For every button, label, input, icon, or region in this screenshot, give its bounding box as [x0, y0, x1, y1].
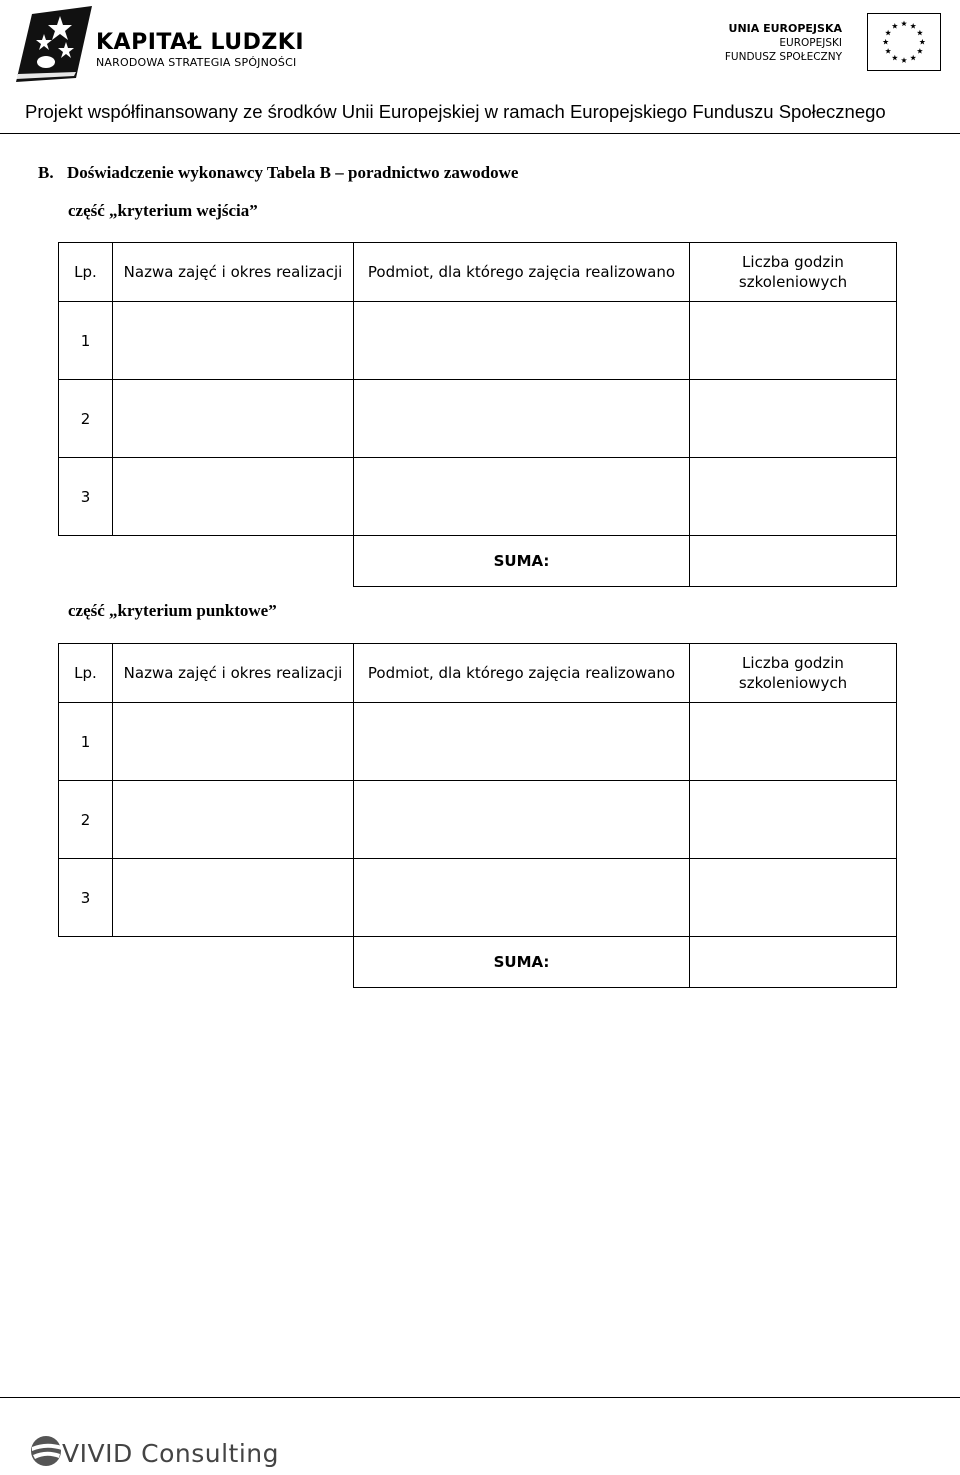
eu-flag-icon — [867, 13, 941, 71]
cell-name-period[interactable] — [113, 302, 354, 380]
eu-line-3: FUNDUSZ SPOŁECZNY — [724, 51, 842, 63]
eu-star — [910, 55, 916, 61]
cell-hours[interactable] — [690, 859, 897, 937]
section-title-text: Doświadczenie wykonawcy Tabela B – poradnictwo zawodowe — [67, 163, 519, 182]
row-number: 3 — [59, 458, 113, 536]
table-header-row — [59, 243, 897, 302]
sum-value-cell[interactable] — [690, 536, 897, 587]
kapital-ludzki-title: KAPITAŁ LUDZKI — [96, 30, 305, 55]
table-row — [59, 859, 897, 937]
part-title-points: część „kryterium punktowe” — [68, 601, 277, 620]
page-header — [0, 0, 960, 130]
header-divider — [0, 133, 960, 134]
vivid-consulting-brand: VIVID Consulting — [62, 1439, 280, 1468]
cell-name-period[interactable] — [113, 380, 354, 458]
header-lp: Lp. — [59, 243, 113, 302]
cell-client[interactable] — [354, 859, 690, 937]
cell-client[interactable] — [354, 781, 690, 859]
cell-hours[interactable] — [690, 703, 897, 781]
header-name-period: Nazwa zajęć i okres realizacji — [113, 243, 354, 302]
sum-label: SUMA: — [354, 536, 690, 587]
table-row — [59, 703, 897, 781]
cell-hours[interactable] — [690, 302, 897, 380]
eu-star — [910, 23, 916, 29]
cell-name-period[interactable] — [113, 781, 354, 859]
header-client: Podmiot, dla którego zajęcia realizowano — [354, 644, 690, 703]
part-title-entry: część „kryterium wejścia” — [68, 201, 258, 220]
sum-spacer — [113, 536, 354, 587]
cell-hours[interactable] — [690, 458, 897, 536]
table-header-row — [59, 644, 897, 703]
header-lp: Lp. — [59, 644, 113, 703]
table-row — [59, 380, 897, 458]
eu-logo-text — [725, 22, 842, 64]
project-funding-text: Projekt współfinansowany ze środków Unii Europejskiej w ramach Europejskiego Funduszu Społecznego — [25, 101, 886, 122]
eu-line-1: UNIA EUROPEJSKA — [728, 22, 842, 35]
section-title — [38, 163, 518, 183]
eu-star — [919, 39, 925, 45]
header-hours: Liczba godzin szkoleniowych — [690, 243, 897, 302]
experience-table-entry — [58, 242, 897, 587]
row-number: 1 — [59, 703, 113, 781]
row-number: 2 — [59, 380, 113, 458]
row-number: 3 — [59, 859, 113, 937]
header-client: Podmiot, dla którego zajęcia realizowano — [354, 243, 690, 302]
eu-star — [901, 57, 907, 63]
cell-hours[interactable] — [690, 781, 897, 859]
kapital-ludzki-subtitle: NARODOWA STRATEGIA SPÓJNOŚCI — [96, 56, 297, 69]
sum-value-cell[interactable] — [690, 937, 897, 988]
row-number: 2 — [59, 781, 113, 859]
eu-star — [883, 39, 889, 45]
eu-star — [917, 48, 923, 54]
sum-row — [59, 536, 897, 587]
row-number: 1 — [59, 302, 113, 380]
section-letter: B. — [38, 163, 54, 182]
cell-client[interactable] — [354, 703, 690, 781]
cell-client[interactable] — [354, 458, 690, 536]
table-row — [59, 781, 897, 859]
table-row — [59, 458, 897, 536]
cell-name-period[interactable] — [113, 859, 354, 937]
eu-star — [885, 48, 891, 54]
sum-spacer — [59, 937, 113, 988]
sum-row — [59, 937, 897, 988]
eu-star — [892, 23, 898, 29]
cell-name-period[interactable] — [113, 703, 354, 781]
table-row — [59, 302, 897, 380]
footer-divider — [0, 1397, 960, 1398]
cell-hours[interactable] — [690, 380, 897, 458]
eu-star — [892, 55, 898, 61]
eu-star — [901, 21, 907, 27]
eu-line-2: EUROPEJSKI — [779, 37, 842, 49]
sum-spacer — [113, 937, 354, 988]
cell-client[interactable] — [354, 302, 690, 380]
header-name-period: Nazwa zajęć i okres realizacji — [113, 644, 354, 703]
sum-spacer — [59, 536, 113, 587]
eu-star — [885, 30, 891, 36]
cell-client[interactable] — [354, 380, 690, 458]
sum-label: SUMA: — [354, 937, 690, 988]
eu-star — [917, 30, 923, 36]
experience-table-points — [58, 643, 897, 988]
header-hours: Liczba godzin szkoleniowych — [690, 644, 897, 703]
cell-name-period[interactable] — [113, 458, 354, 536]
